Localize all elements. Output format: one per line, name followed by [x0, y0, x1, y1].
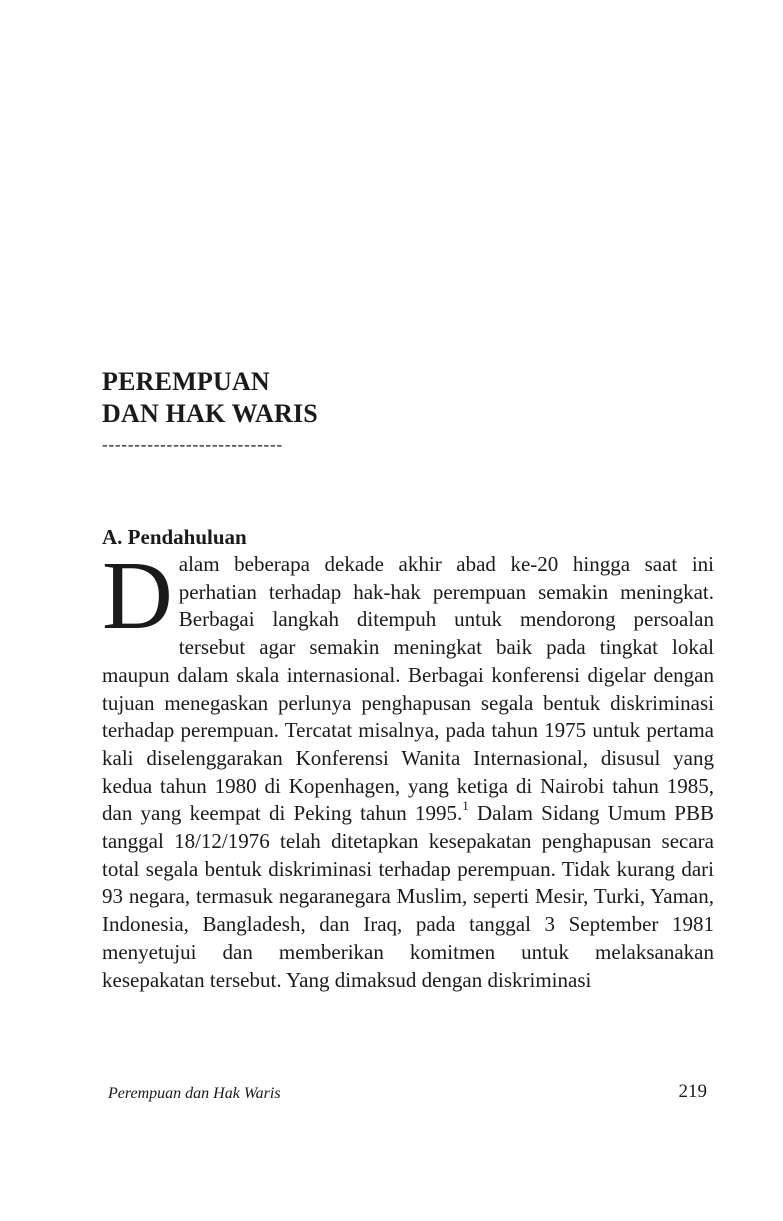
- body-paragraph: [102, 542, 714, 994]
- body-text-part-1: alam beberapa dekade akhir abad ke-20 hingga saat ini perhatian terhadap hak-hak perempuan semakin meningkat. Berbagai langkah ditempuh untuk mendorong persoalan tersebut agar semakin meningkat baik pada tingkat lokal maupun dalam skala internasional. Berbagai konferensi digelar dengan tujuan menegaskan perlunya penghapusan segala bentuk diskriminasi terhadap perempuan. Tercatat misalnya, pada tahun 1975 untuk pertama kali diselenggarakan Konferensi Wanita Internasional, disusul yang kedua tahun 1980 di Kopenhagen, yang ketiga di Nairobi tahun 1985, dan yang keempat di Peking tahun 1995.: [102, 552, 714, 826]
- chapter-title-line-2: DAN HAK WARIS: [102, 399, 318, 428]
- chapter-title-line-1: PEREMPUAN: [102, 367, 270, 396]
- footnote-reference[interactable]: 1: [462, 798, 469, 814]
- drop-cap: D: [102, 542, 173, 650]
- chapter-title: [102, 366, 522, 455]
- page-number: 219: [678, 1081, 707, 1102]
- body-text-part-2: Dalam Sidang Umum PBB tanggal 18/12/1976 telah ditetapkan kesepakatan penghapusan secara total segala bentuk diskriminasi terhadap perempuan. Tidak kurang dari 93 negara, termasuk negaranegara Muslim, seperti Mesir, Turki, Yaman, Indonesia, Bangladesh, dan Iraq, pada tanggal 3 September 1981 menyetujui dan memberikan komitmen untuk melaksanakan kesepakatan tersebut. Yang dimaksud dengan diskriminasi: [102, 801, 714, 992]
- section-heading: A. Pendahuluan: [102, 525, 247, 549]
- running-footer-title: Perempuan dan Hak Waris: [108, 1085, 281, 1102]
- title-divider: ----------------------------: [102, 435, 283, 454]
